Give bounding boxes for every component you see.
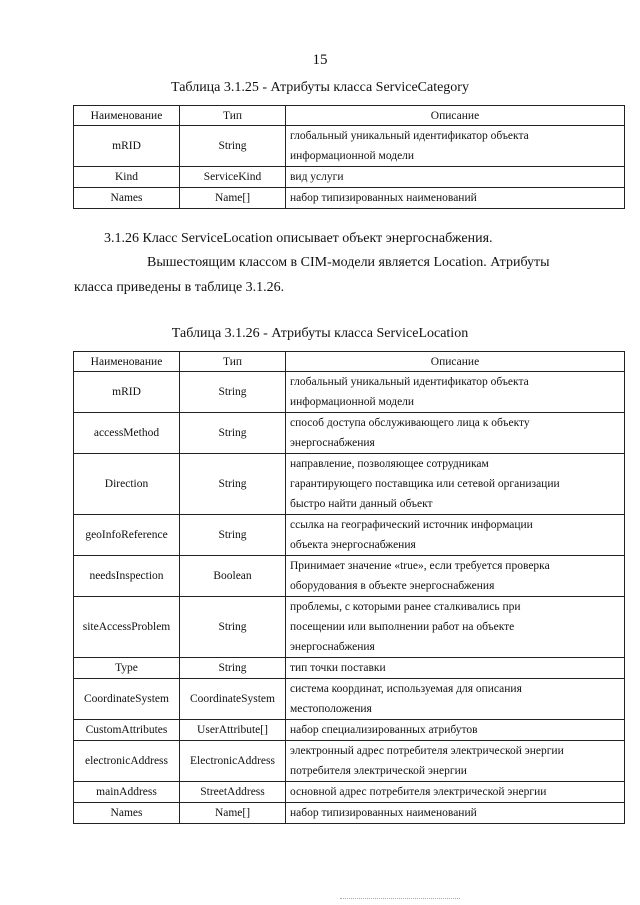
cell-attribute-name: Direction [74, 454, 180, 515]
cell-attribute-description [286, 454, 625, 515]
description-line: система координат, используемая для описания [290, 683, 522, 695]
description-line: электронный адрес потребителя электрической энергии [290, 745, 564, 757]
description-line: гарантирующего поставщика или сетевой организации [290, 478, 560, 490]
cell-attribute-type: ServiceKind [180, 167, 286, 188]
description-line: посещении или выполнении работ на объекте [290, 621, 515, 633]
cell-attribute-description [286, 782, 625, 803]
cell-attribute-type: Name[] [180, 803, 286, 824]
paragraph-3-1-26: 3.1.26 Класс ServiceLocation описывает объект энергоснабжения. [104, 231, 493, 246]
cell-attribute-name: CustomAttributes [74, 720, 180, 741]
description-line: способ доступа обслуживающего лица к объекту [290, 417, 530, 429]
cell-attribute-name: Type [74, 658, 180, 679]
paragraph-parent-class: Вышестоящим классом в CIM-модели является Location. Атрибуты [147, 255, 550, 270]
description-line: направление, позволяющее сотрудникам [290, 458, 489, 470]
description-line: глобальный уникальный идентификатор объекта [290, 130, 529, 142]
header-name: Наименование [74, 106, 180, 126]
cell-attribute-type: String [180, 658, 286, 679]
cell-attribute-description [286, 556, 625, 597]
description-line: вид услуги [290, 171, 344, 183]
table-3-1-25-caption: Таблица 3.1.25 - Атрибуты класса ServiceCategory [171, 80, 469, 95]
cell-attribute-type: String [180, 597, 286, 658]
table-row [74, 679, 625, 720]
cell-attribute-description [286, 167, 625, 188]
description-line: Принимает значение «true», если требуется проверка [290, 560, 550, 572]
cell-attribute-description [286, 658, 625, 679]
description-line: местоположения [290, 703, 372, 715]
cell-attribute-description [286, 803, 625, 824]
description-line: объекта энергоснабжения [290, 539, 416, 551]
cell-attribute-type: String [180, 372, 286, 413]
description-line: набор типизированных наименований [290, 192, 477, 204]
table-header-row [74, 106, 625, 126]
cell-attribute-type: CoordinateSystem [180, 679, 286, 720]
cell-attribute-description [286, 126, 625, 167]
description-line: информационной модели [290, 150, 415, 162]
cell-attribute-description [286, 597, 625, 658]
cell-attribute-name: needsInspection [74, 556, 180, 597]
description-line: основной адрес потребителя электрической энергии [290, 786, 547, 798]
table-row [74, 597, 625, 658]
table-row [74, 413, 625, 454]
cell-attribute-type: UserAttribute[] [180, 720, 286, 741]
description-line: ссылка на географический источник информации [290, 519, 533, 531]
description-line: потребителя электрической энергии [290, 765, 467, 777]
table-3-1-26-caption: Таблица 3.1.26 - Атрибуты класса ServiceLocation [171, 326, 469, 341]
cell-attribute-name: geoInfoReference [74, 515, 180, 556]
table-row [74, 167, 625, 188]
cell-attribute-description [286, 720, 625, 741]
cell-attribute-name: Names [74, 188, 180, 209]
header-name: Наименование [74, 352, 180, 372]
table-row [74, 658, 625, 679]
cell-attribute-type: StreetAddress [180, 782, 286, 803]
table-header-row [74, 352, 625, 372]
cell-attribute-name: Kind [74, 167, 180, 188]
cell-attribute-type: String [180, 126, 286, 167]
table-row [74, 803, 625, 824]
table-row [74, 741, 625, 782]
service-location-table [73, 351, 625, 824]
cell-attribute-description [286, 413, 625, 454]
table-row [74, 720, 625, 741]
table-row [74, 556, 625, 597]
footer-rule [340, 898, 460, 899]
service-category-table [73, 105, 625, 209]
cell-attribute-name: accessMethod [74, 413, 180, 454]
table-row [74, 782, 625, 803]
cell-attribute-name: CoordinateSystem [74, 679, 180, 720]
description-line: набор специализированных атрибутов [290, 724, 478, 736]
description-line: быстро найти данный объект [290, 498, 433, 510]
description-line: энергоснабжения [290, 437, 375, 449]
page-number: 15 [312, 52, 328, 68]
header-description: Описание [286, 352, 625, 372]
cell-attribute-name: siteAccessProblem [74, 597, 180, 658]
cell-attribute-description [286, 515, 625, 556]
cell-attribute-description [286, 741, 625, 782]
description-line: энергоснабжения [290, 641, 375, 653]
cell-attribute-description [286, 679, 625, 720]
table-row [74, 126, 625, 167]
cell-attribute-name: mRID [74, 372, 180, 413]
cell-attribute-type: String [180, 454, 286, 515]
cell-attribute-description [286, 372, 625, 413]
cell-attribute-description [286, 188, 625, 209]
description-line: набор типизированных наименований [290, 807, 477, 819]
cell-attribute-type: String [180, 413, 286, 454]
cell-attribute-name: mainAddress [74, 782, 180, 803]
table-row [74, 515, 625, 556]
description-line: глобальный уникальный идентификатор объекта [290, 376, 529, 388]
table-row [74, 188, 625, 209]
cell-attribute-name: Names [74, 803, 180, 824]
cell-attribute-name: electronicAddress [74, 741, 180, 782]
description-line: информационной модели [290, 396, 415, 408]
cell-attribute-name: mRID [74, 126, 180, 167]
paragraph-table-ref: класса приведены в таблице 3.1.26. [74, 280, 285, 295]
cell-attribute-type: Boolean [180, 556, 286, 597]
header-type: Тип [180, 106, 286, 126]
description-line: оборудования в объекте энергоснабжения [290, 580, 495, 592]
table-row [74, 454, 625, 515]
header-type: Тип [180, 352, 286, 372]
description-line: проблемы, с которыми ранее сталкивались при [290, 601, 521, 613]
header-description: Описание [286, 106, 625, 126]
cell-attribute-type: String [180, 515, 286, 556]
cell-attribute-type: ElectronicAddress [180, 741, 286, 782]
description-line: тип точки поставки [290, 662, 386, 674]
cell-attribute-type: Name[] [180, 188, 286, 209]
table-row [74, 372, 625, 413]
